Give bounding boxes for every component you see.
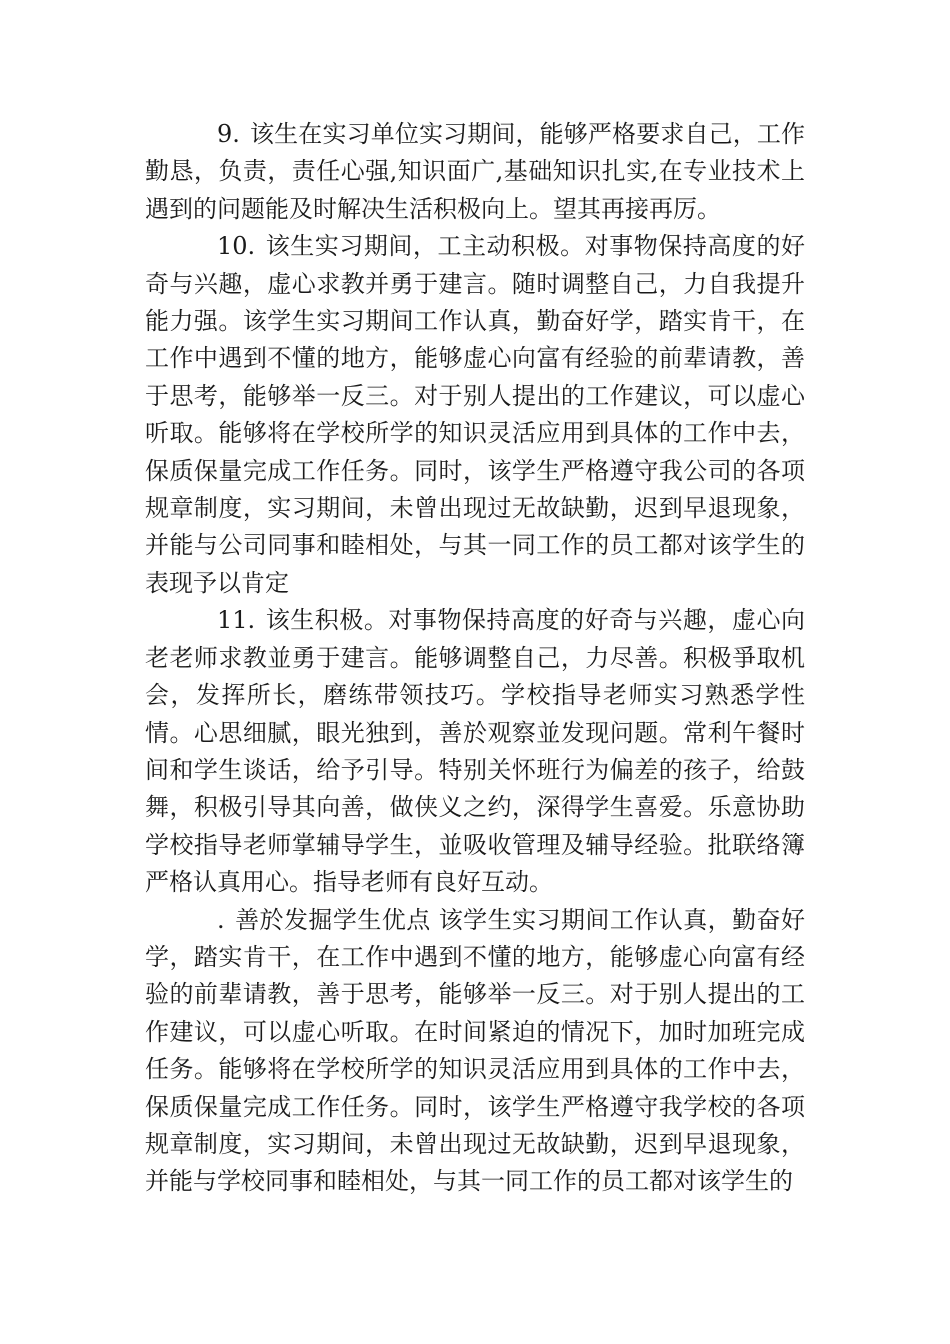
paragraph-text: 该生实习期间，工主动积极。对事物保持高度的好奇与兴趣，虚心求教并勇于建言。随时调整自己，力自我提升能力强。该学生实习期间工作认真，勤奋好学，踏实肯干，在工作中遇到不懂的地方，能够虚心向富有经验的前辈请教，善于思考，能够举一反三。对于别人提出的工作建议，可以虚心听取。能够将在学校所学的知识灵活应用到具体的工作中去，保质保量完成工作任务。同时，该学生严格遵守我公司的各项规章制度，实习期间，未曾出现过无故缺勤，迟到早退现象，并能与公司同事和睦相处，与其一同工作的员工都对该学生的表现予以肯定: [145, 232, 805, 597]
paragraph-text: 该生在实习单位实习期间，能够严格要求自己，工作勤恳，负责，责任心强,知识面广,基础知识扎实,在专业技术上遇到的问题能及时解决生活积极向上。望其再接再厉。: [145, 120, 805, 223]
paragraph-text: 善於发掘学生优点 该学生实习期间工作认真，勤奋好学，踏实肯干，在工作中遇到不懂的地方，能够虚心向富有经验的前辈请教，善于思考，能够举一反三。对于别人提出的工作建议，可以虚心听取。在时间紧迫的情况下，加时加班完成任务。能够将在学校所学的知识灵活应用到具体的工作中去，保质保量完成工作任务。同时，该学生严格遵守我学校的各项规章制度，实习期间，未曾出现过无故缺勤，迟到早退现象，并能与学校同事和睦相处，与其一同工作的员工都对该学生的: [145, 905, 805, 1196]
paragraph-number: 10.: [217, 232, 256, 261]
paragraph-number: .: [217, 905, 225, 934]
paragraph-12: [145, 902, 805, 1201]
paragraph-11: [145, 602, 805, 901]
paragraph-10: [145, 228, 805, 602]
paragraph-text: 该生积极。对事物保持高度的好奇与兴趣，虚心向老老师求教並勇于建言。能够调整自己，力尽善。积极爭取机会，发挥所长，磨练带领技巧。学校指导老师实习熟悉学性情。心思细腻，眼光独到，善於观察並发现问题。常利午餐时间和学生谈话，给予引导。特别关怀班行为偏差的孩子，给鼓舞，积极引导其向善，做侠义之约，深得学生喜爱。乐意协助学校指导老师掌辅导学生，並吸收管理及辅导经验。批联络簿严格认真用心。指导老师有良好互动。: [145, 606, 805, 897]
document-page: [145, 116, 805, 1201]
paragraph-number: 11.: [217, 606, 256, 635]
paragraph-9: [145, 116, 805, 228]
paragraph-number: 9.: [217, 120, 240, 148]
